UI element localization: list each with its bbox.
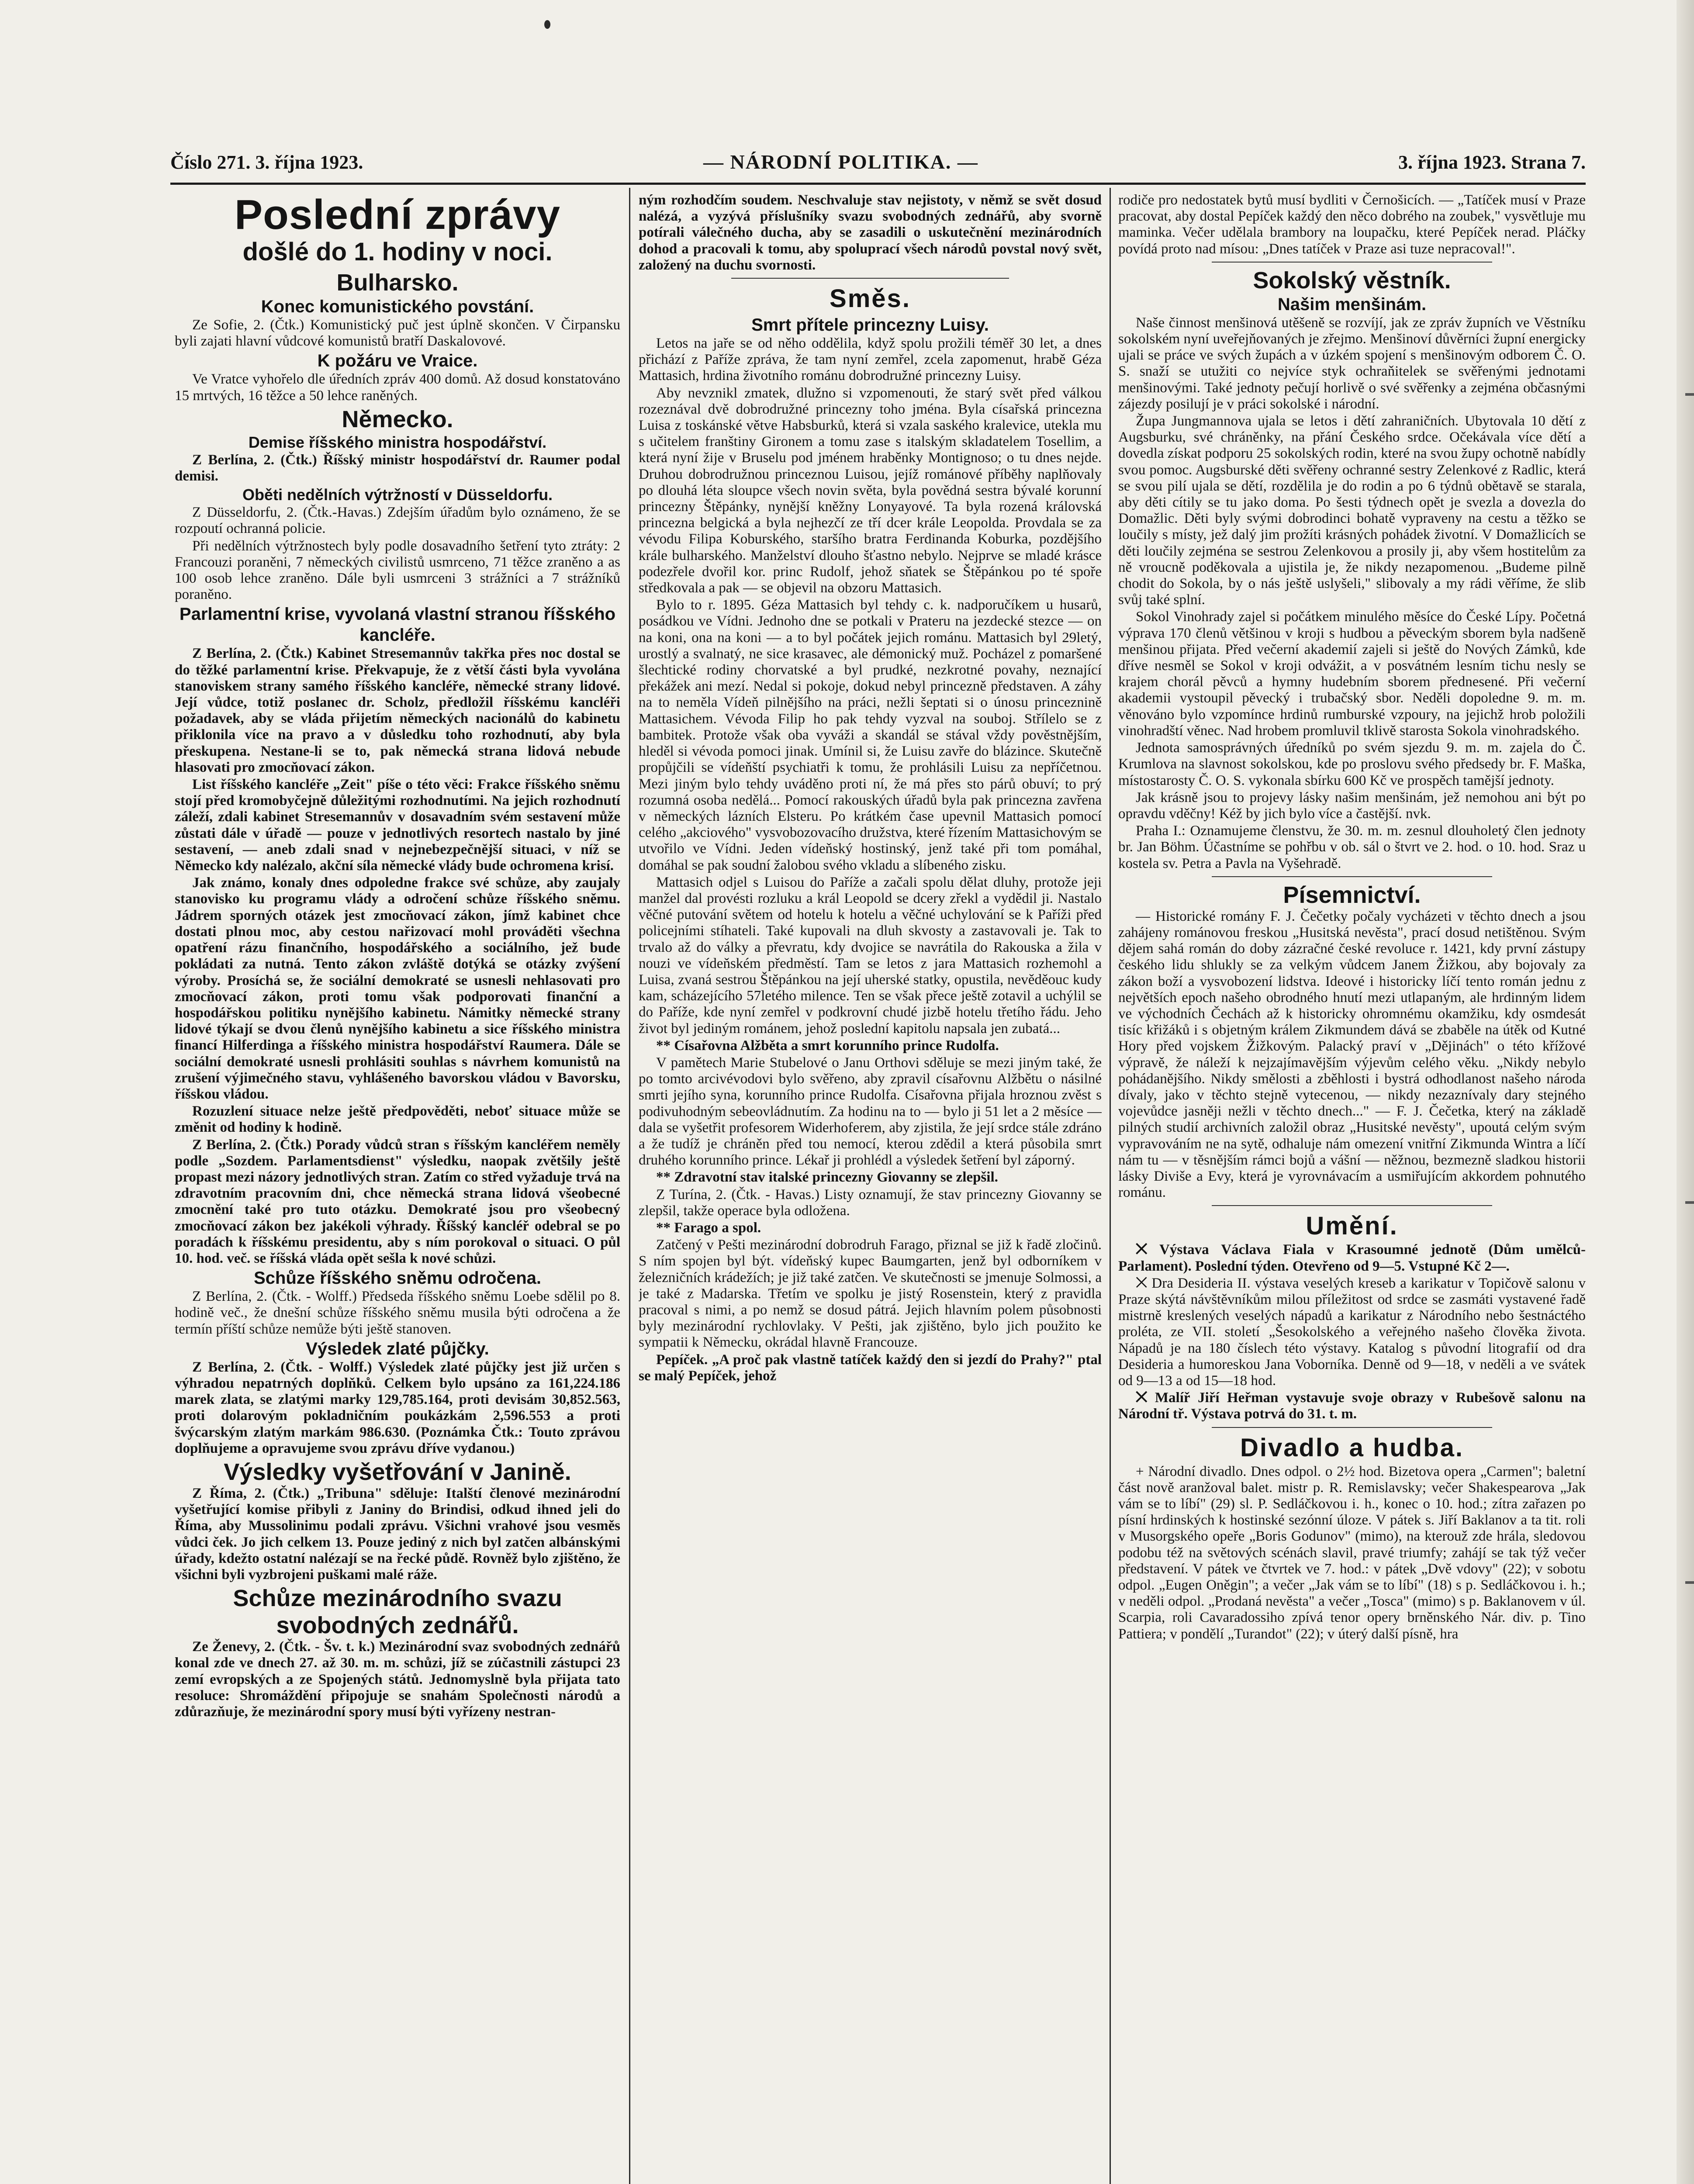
article-text: Z Berlína, 2. (Čtk. - Wolff.) Výsledek zlaté půjčky jest již určen s výhradou nepatrných doplňků. Celkem bylo upsáno za 161,224.186 marek zlata, se zlatými marky 129,785.164, proti devisám 30,852.563, proti dolarovým pokladničním poukázkám 2,596.553 a proti švýcarským zlatým markám 986.630. (Poznámka Čtk.: Touto zprávou doplňujeme a opravujeme svou zprávu dříve vydanou.) <box>175 1359 620 1456</box>
issue-number: Číslo 271. 3. října 1923. <box>170 152 363 173</box>
article-text: List říšského kancléře „Zeit" píše o této věci: Frakce říšského sněmu stojí před kromobyčejně důležitými rozhodnutími. Na jejich rozhodnutí záleží, zdali kabinet Stresemannův v dosavadním svém sestavení může zůstati dále v úřadě — pouze v jednotlivých resortech nastalo by jiné sestavení, — aneb zdali snad v nejnebezpečnější situaci, v níž se Německo kdy nalézalo, akční síla německé vlády bude ochromena krisí. <box>175 777 620 874</box>
section-title: Poslední zprávy <box>235 192 560 238</box>
article-heading: Našim menšinám. <box>1277 294 1427 314</box>
article-text: Naše činnost menšinová utěšeně se rozvíjí, jak ze zpráv župních ve Věstníku sokolském nyní uveřejňovaných je zřejmo. Menšinoví důvěrníci župní energicky ujali se práce ve svých župách a v úzkém spojení s menšinovým odborem Č. O. S. snaží se utužiti co nejvíce styk ochraňitelek se svěřenými jednotami menšinovými. Také jednoty pečují horlivě o své svěřenky a zejména občasnými zájezdy posilují je v práci sokolské i národní. <box>1118 314 1586 412</box>
column-divider <box>1110 188 1111 2184</box>
article-heading: Konec komunistického povstání. <box>261 297 534 316</box>
masthead-title: — NÁRODNÍ POLITIKA. — <box>703 151 978 173</box>
article-text: + Národní divadlo. Dnes odpol. o 2½ hod. Bizetova opera „Carmen"; baletní část nově aranžoval balet. mistr p. R. Remislavsky; večer Shakespearova „Jak vám se to líbí" (29) sl. P. Sedláčkovou i. h., konec o 10. hod.; zítra zařazen po písní hrdinských k hostinské sezónní úloze. V pátek s. Jiří Baklanov a ta tit. roli v Musorgského opeře „Boris Godunov" (mimo), na kterouž zde hrála, sledovou podobu též na světových scénách slavil, pravé triumfy; zahájí se tak týž večer představení. V pátek ve čtvrtek ve 7. hod.: v pátek „Dvě vdovy" (22); v sobotu odpol. „Eugen Oněgin"; a večer „Jak vám se to líbí" (18) s p. Sedláčkovou i. h.; v neděli odpol. „Prodaná nevěsta" a večer „Tosca" (mimo) s p. Baklanovem v úl. Scarpia, roli Cavaradossiho zpívá tenor opery brněnského Nár. div. p. Tino Pattiera; v pondělí „Turandot" (22); v úterý další písně, hra <box>1118 1463 1586 1642</box>
article-text: ným rozhodčím soudem. Neschvaluje stav nejistoty, v němž se svět dosud nalézá, a vyzývá příslušníky svazu svobodných zednářů, aby svorně potírali válečného ducha, aby se zasadili o uskutečnění mezinárodních dohod a pracovali k tomu, aby spoluprací všech národů povstal nový svět, založený na duchu svornosti. <box>639 192 1102 273</box>
separator-rule <box>1212 1205 1492 1206</box>
article-text: Letos na jaře se od něho oddělila, když spolu prožili téměř 30 let, a dnes přichází z Paříže zpráva, že tam nyní zemřel, zcela zapomenut, hrabě Géza Mattasich, hrdina životního románu dobrodružné princezny Luisy. <box>639 335 1102 384</box>
edge-mark <box>1685 1581 1694 1584</box>
edge-mark <box>1685 393 1694 396</box>
article-text: rodiče pro nedostatek bytů musí bydliti v Černošicích. — „Tatíček musí v Praze pracovat, aby dostal Pepíček každý den něco dobrého na zoubek," vysvětluje mu maminka. Večer udělala brambory na loupačku, které Pepíček nerad. Pláčky povídá proto nad mísou: „Dnes tatíček v Praze asi tuze nepracoval!". <box>1118 192 1586 257</box>
article-heading: Výsledky vyšetřování v Janině. <box>224 1458 571 1485</box>
country-heading: Bulharsko. <box>336 270 459 296</box>
edge-mark <box>1685 1201 1694 1204</box>
scan-edge <box>1677 0 1694 2184</box>
article-heading: Výsledek zlaté půjčky. <box>306 1339 489 1358</box>
article-text: Z Düsseldorfu, 2. (Čtk.-Havas.) Zdejším úřadům bylo oznámeno, že se rozpoutí ochranná policie. <box>175 505 620 537</box>
article-heading: Parlamentní krise, vyvolaná vlastní stranou říšského kancléře. <box>179 605 616 645</box>
article-text: — Historické romány F. J. Čečetky počaly vycházeti v těchto dnech a jsou zahájeny románovou freskou „Husitská nevěsta", prací dosud netištěnou. Svým dějem sahá román do doby zázračné české revoluce r. 1421, kdy první zástupy českého lidu shlukly se za velkým vůdcem Janem Žižkou, aby bojovaly za zákon boží a vysvobození lidstva. Ideové i historicky líčí tento román jednu z největších epoch našeho obrodného hnutí mezi utlapaným, ale hrdinným lidem ve východních Čechách až k historicky ohromnému okamžiku, kdy osmdesát tisíc křižáků i s objetným králem Zikmundem dává se zbaběle na útěk od Kutné Hory před vojskem Žižkovým. Palacký praví v „Dějinách" o této křížové výpravě, že náleží k nejzajímavějším výjevům celého věku. „Nikdy nebylo pohádanějšího. Nikdy smělosti a zběhlosti i bystrá odhodlanost našeho národa dívaly, jako v těchto stejně vytecenou, — nikdy nezaznívaly dary stejného vojevůdce jasněji nežli v těchto dnech..." — F. J. Čečetka, který na základě pilných studií archivních založil obraz „Husitské nevěsty", upoutá celým svým vypravováním ne na sytě, odhaluje nám omezení vnitřní Zikmunda Wintra a líčí nám tu — v těsnějším rámci bojů a vášní — něžnou, bezmezně sladkou historii lásky Diviše a Evy, která je vyrovnávacím a usmiřujícím akkordem pohnutého románu. <box>1118 908 1586 1201</box>
article-text: Z Berlína, 2. (Čtk.) Říšský ministr hospodářství dr. Raumer podal demisi. <box>175 452 620 484</box>
article-text: ⨉ Malíř Jiří Heřman vystavuje svoje obrazy v Rubešově salonu na Národní tř. Výstava potrvá do 31. t. m. <box>1118 1390 1586 1422</box>
article-text: Sokol Vinohrady zajel si počátkem minulého měsíce do České Lípy. Početná výprava 170 členů většinou v kroji s hudbou a pěveckým sborem byla nadšeně menšinou přijata. Před večerní akademií zajeli si ještě do Nových Zámků, kde dříve nesměl se Sokol v kroji odvážit, a v posvátném lesním tichu nesly se krajem chorál pěvců a hymny hudebním sborem přednesené. Při večerní akademii vystoupil pěvecký i trubačský sbor. Neděli dopoledne 9. m. m. věnováno bylo vzpomínce hrdinů rumburské vzpoury, na jejichž hrob položili vinohradští věnec. Nad hrobem promluvil tklivě starosta Sokola vinohradského. <box>1118 609 1586 739</box>
article-text: Jednota samosprávných úředníků po svém sjezdu 9. m. m. zajela do Č. Krumlova na slavnost sokolskou, kde po proslovu svého předsedy br. F. Maška, místostarosty Č. O. S. vykonala sbírku 600 Kč ve prospěch tamější jednoty. <box>1118 740 1586 788</box>
article-text: ⨉ Dra Desideria II. výstava veselých kreseb a karikatur v Topičově salonu v Praze skýtá návštěvníkům milou příležitost od srdce se zasmáti vystavené řadě mistrně kreslených veselých nápadů a karikatur z Národního nebo šestnáctého proléta, ze VII. století „Šesokolského a veřejného našeho člověka života. Nápadů je na 180 číslech této výstavy. Katalog s původní litografií od dra Desideria a humoreskou Jana Voborníka. Denně od 9—18, v neděli a ve svátek od 9—13 a od 15—18 hod. <box>1118 1275 1586 1389</box>
article-text: ⨉ Výstava Václava Fiala v Krasoumné jednotě (Dům umělců-Parlament). Poslední týden. Otevřeno od 9—5. Vstupné Kč 2—. <box>1118 1242 1586 1274</box>
section-subtitle: došlé do 1. hodiny v noci. <box>242 238 553 266</box>
article-text: Ze Sofie, 2. (Čtk.) Komunistický puč jest úplně skončen. V Čirpansku byli zajati hlavní vůdcové komunistů bratří Daskalovové. <box>175 317 620 349</box>
separator-rule <box>1212 1427 1492 1428</box>
section-title: Sokolský věstník. <box>1253 267 1451 294</box>
article-text: Z Turína, 2. (Čtk. - Havas.) Listy oznamují, že stav princezny Giovanny se zlepšil, takže operace byla odložena. <box>639 1186 1102 1219</box>
article-text: Z Berlína, 2. (Čtk. - Wolff.) Předseda říšského sněmu Loebe sdělil po 8. hodině več., že dnešní schůze říšského sněmu musila býti odročena a že termín příští schůze nemůže býti ještě stanoven. <box>175 1289 620 1337</box>
article-text: Rozuzlení situace nelze ještě předpověděti, neboť situace může se změnit od hodiny k hodině. <box>175 1103 620 1136</box>
section-title: Písemnictví. <box>1283 881 1421 908</box>
article-heading: Demise říšského ministra hospodářství. <box>248 433 547 451</box>
article-text: Pepíček. „A proč pak vlastně tatíček každý den si jezdí do Prahy?" ptal se malý Pepíček, jehož <box>639 1351 1102 1384</box>
section-title: Umění. <box>1306 1212 1398 1241</box>
article-text: Z Berlína, 2. (Čtk.) Porady vůdců stran s říšským kancléřem neměly podle „Sozdem. Parlamentsdienst" výsledku, naopak zvětšily ještě propast mezi názory jednotlivých stran. Zatím co střed vyžaduje trvá na zdravotním pracovním dni, chce německá strana lidová všeobecné zmocnění také pro tuto otázku. Demokraté jsou pro všeobecný zmocňovací zákon bez jakékoli výhrady. Říšský kancléř odebral se po poradách k říšskému presidentu, aby s ním porokoval o situaci. O půl 10. hod. več. se říšská vláda opět sešla k nové schůzi. <box>175 1137 620 1266</box>
article-text: Mattasich odjel s Luisou do Paříže a začali spolu dělat dluhy, protože jeji manžel dal provésti rozluku a král Leopold se dcery zřekl a vydědil ji. Nastalo věčné putování světem od hotelu k hotelu a věčné uchylování se k Paříži před policejními stíhateli. Také kupovali na dluh skvosty a zastavovali je. Tak to trvalo až do války a převratu, kdy dvojice se navrátila do Rakouska a žila v nouzi ve vídeňském předměstí. Tam se letos z jara Mattasich rozhemohl a Luisa, zvaná sestrou Štěpánkou na její uherské statky, opustila, nevěděouc kudy kam, scházejícího 57letého milence. Ten se však přece ještě zotavil a uchýlil se do Paříže, kde nyní zemřel v podkrovní chudé jizbě hotelu třetího řádu. Jeho život byl jediným románem, jehož poslední kapitolu napsala jen zubatá... <box>639 874 1102 1037</box>
article-text: Jak krásně jsou to projevy lásky našim menšinám, jež nemohou ani být po opravdu vděčny! Kéž by jich bylo více a častější. nvk. <box>1118 789 1586 822</box>
article-text: Ve Vratce vyhořelo dle úředních zpráv 400 domů. Až dosud konstatováno 15 mrtvých, 16 těžce a 50 lehce raněných. <box>175 371 620 404</box>
article-text: Aby nevznikl zmatek, dlužno si vzpomenouti, že starý svět před válkou rozeznával dvě dobrodružné princezny toho jména. Byla císařská princezna Luisa z toskánské větve Habsburků, která si vzala saského kralevice, utekla mu s učitelem franštiny Gironem a tomu zase s italským skladatelem Tosellim, a která nyní žije v Bruselu pod jménem hraběnky Montignoso; o tu dnes nejde. Druhou dobrodružnou princeznou Luisou, jejíž románové příběhy naplňovaly po dlouhá léta sloupce všech novin světa, byla povědná sestra bývalé korunní princezny Štěpánky, nynější kněžny Lonyayové. Ta byla rozená královská princezna belgická a byla nejhezčí ze tří dcer krále Leopolda. Provdala se za vévodu Filipa Koburského, staršího bratra Ferdinanda Koburka, pozdějšího krále bulharského. Manželství dlouho šťastno nebylo. Nejprve se mladé krásce podezřele dvořil kor. princ Rudolf, jehož sňatek se Štěpánkou po té spoře středkovala a pak — se objevil na obzoru Mattasich. <box>639 385 1102 596</box>
page-header <box>170 148 1586 178</box>
article-lead: ** Zdravotní stav italské princezny Giovanny se zlepšil. <box>656 1169 998 1185</box>
article-text: Župa Jungmannova ujala se letos i dětí zahraničních. Ubytovala 10 dětí z Augsburku, své chráněnky, na přání Českého srdce. Očekávala více dětí a dovedla získat podporu 25 sokolských rodin, které na svou župy ochotně nabídly svou pomoc. Augsburské děti svěřeny ochranné sestry Zelenkové z Radlic, která se svou pilí ujala se dětí, rozdělila je do rodin a po 6 týdnů obětavě se starala, aby děti cítily se tu jako doma. Po šesti týdnech opět je svezla a dovezla do Domažlic. Děti byly svými dobrodinci bohatě vypraveny na cestu a těžko se loučily s místy, jež dalý jim prožíti krásných pohádek životní. V Domažlicích se děti loučily zejména se sestrou Zelenkovou a prosily ji, aby všem hostitelům za ně vroucně poděkovala a ujistila je, že nikdy nezapomenou. „Budeme pilně chodit do Sokola, by o nás ještě uslyšeli," slibovaly a my rádi věříme, že slib svůj také splní. <box>1118 413 1586 608</box>
article-text: V pamětech Marie Stubelové o Janu Orthovi sděluje se mezi jiným také, že po tomto arcivévodovi bylo svěřeno, aby zpravil císařovnu Alžbětu o násilné smrti jejího syna, korunního prince Rudolfa. Císařovna přijala hroznou zvěst s podivuhodným sebeovládnutím. Za hodinu na to — bylo ji 51 let a 2 měsíce — dala se vyšetřit profesorem Widerhoferem, aby zjistila, že její srdce stále zdráno a že tudíž je chráněn před tou nemocí, kterou zdědil a která působila smrt druhého korunního prince. Lékař ji prohlédl a výsledek šetření byl záporný. <box>639 1054 1102 1168</box>
article-text: Z Berlína, 2. (Čtk.) Kabinet Stresemannův takřka přes noc dostal se do těžké parlamentní krise. Překvapuje, že z větší části byla vyvolána stanoviskem strany samého říšského kancléře, německé strany lidové. Její vůdce, totiž poslanec dr. Scholz, předložil říšskému kancléři požadavek, aby se vláda přijetím německých nacionálů do kabinetu přiklonila více na pravo a v důsledku toho rozhodnutí, aby byla přeskupena. Nestane-li se to, pak německá strana lidová nebude hlasovati pro zmocňovací zákon. <box>175 646 620 775</box>
article-text: Ze Ženevy, 2. (Čtk. - Šv. t. k.) Mezinárodní svaz svobodných zednářů konal zde ve dnech 27. až 30. m. m. schůzi, jíž se zúčastnili zástupci 23 zemí evropských a ze Spojených států. Jednomyslně byla přijata tato resoluce: Shromáždění připojuje se snahám Společnosti národů a zdůrazňuje, že mezinárodní spory musí býti vyřízeny nestran- <box>175 1639 620 1720</box>
section-title: Směs. <box>830 284 911 313</box>
column-culture <box>1118 192 1586 2184</box>
country-heading: Německo. <box>342 406 453 432</box>
separator-rule <box>1212 876 1492 877</box>
article-heading: Smrt přítele princezny Luisy. <box>751 315 989 335</box>
date-page: 3. října 1923. Strana 7. <box>1398 152 1586 173</box>
column-divider <box>629 188 630 2184</box>
article-heading: Oběti nedělních výtržností v Düsseldorfu. <box>242 486 553 504</box>
binding-hole <box>544 20 550 29</box>
article-text: Při nedělních výtržnostech byly podle dosavadního šetření tyto ztráty: 2 Francouzi poraněni, 7 německých civilistů usmrceno, 71 těžce zraněno a as 100 osob lehce zraněno. Dále byli usmrceni 3 strážníci a 7 strážníků poraněno. <box>175 538 620 603</box>
column-latest-news <box>175 192 620 2184</box>
separator-rule <box>731 278 1009 279</box>
article-text: Zatčený v Pešti mezinárodní dobrodruh Farago, přiznal se již k řadě zločinů. S ním spojen byl být. vídeňský kupec Baumgarten, jenž byl odborníkem v železničních krádežích; je již také zatčen. Ve skutečnosti se jmenuje Solmossi, a je také z Madarska. Třetím ve spolku je jistý Rosenstein, který z pravidla pracoval s nimi, a po nemž se dosud pátrá. Jejich hlavním polem působnosti byly mezinárodní rychlovlaky. V Pešti, jak zjištěno, bylo jich použito ke sympatii k Německu, okrádal hlavně Francouze. <box>639 1237 1102 1351</box>
article-text: Bylo to r. 1895. Géza Mattasich byl tehdy c. k. nadporučíkem u husarů, posádkou ve Vídni. Jednoho dne se potkali v Prateru na jezdecké stezce — on na koni, ona na koni — a to byl počátek jejich románu. Mattasich byl 29letý, urostlý a svalnatý, ne sice krasavec, ale démonický muž. Pocházel z pomaršené šlechtické rodiny chorvatské a byl prudké, nezkrotné povahy, neznající překážek ani mezí. Nedal si pokoje, dokud nebyl princezně představen. A záhy na to neměla Vídeň pilnějšího na práci, nežli šeptati si o únosu princeznině Mattasichem. Vévoda Filip ho pak tehdy vyzval na souboj. Střílelo se z bambitek. Protože však oba vyváži a skandál se stával vždy pověstnějším, hleděl si vévoda pomoci jinak. Umínil si, že Luisu zavře do blázince. Skutečně propůjčili se vídeňští psychiatři k tomu, že prohlásili Luisu za nepříčetnou. Mezi jiným bylo tehdy uváděno proti ní, že má přes sto párů obuví; to prý rozumná osoba nedělá... Pomocí rakouských úřadů byla pak princezna zavřena v německých lázních Elsteru. Po krátkém čase upevnil Mattasich pomocí celého „akciového" vysvobozovacího družstva, které řízením Mattasichovým se utvořilo ve Vídni. Jeden vídeňský hostinský, jenž také při tom pomáhal, domáhal se pak soudní žalobou svého vkladu a slíbeného zisku. <box>639 597 1102 873</box>
column-miscellany <box>639 192 1102 2184</box>
article-text: Z Říma, 2. (Čtk.) „Tribuna" sděluje: Italští členové mezinárodní vyšetřující komise přibyli z Janiny do Brindisi, odkud ihned jeli do Říma, aby Mussolinimu podali zprávu. Všichni vrahové jsou vesměs vůdci ček. Jo jich celkem 13. Pouze jediný z nich byl zatčen albánskými úřady, kdežto ostatní nalézají se na řecké půdě. Rovněž bylo zjištěno, že všichni byli vyzbrojeni puškami malé ráže. <box>175 1485 620 1583</box>
article-lead: ** Císařovna Alžběta a smrt korunního prince Rudolfa. <box>656 1037 999 1054</box>
separator-rule <box>1212 262 1492 263</box>
article-heading: Schůze mezinárodního svazu svobodných zednářů. <box>233 1585 562 1639</box>
article-text: Praha I.: Oznamujeme členstvu, že 30. m. m. zesnul dlouholetý člen jednoty br. Jan Böhm. Účastníme se pohřbu v ob. sál o štvrt ve 2. hod. o 10. hod. Sraz u kostela sv. Petra a Pavla na Vyšehradě. <box>1118 823 1586 871</box>
article-heading: K požáru ve Vraice. <box>317 351 478 371</box>
article-heading: Schůze říšského sněmu odročena. <box>254 1268 541 1288</box>
article-text: Jak známo, konaly dnes odpoledne frakce své schůze, aby zaujaly stanovisko ku programu vlády a odročení schůze říšského sněmu. Jádrem sporných otázek jest zmocňovací zákon, jímž kabinet chce dostati plnou moc, aby cestou nařizovací mohl prováděti všechna opatření rázu finančního, hospodářského a sociálního, jež bude pokládati za nutná. Tento zákon zvláště dotýká se otázky zvýšení výroby. Prosíchá se, že sociální demokraté se usnesli nehlasovati pro zmocňovací zákon, proti tomu však podporovati finanční a hospodářskou politiku nynějšího kabinetu. Námitky německé strany lidové týkají se dvou členů nynějšího kabinetu a sice říšského ministra financí Hilferdinga a říšského ministra hospodářství Raumera. Dále se sociální demokraté usnesli prohlásiti souhlas s návrhem komunistů na zrušení výjimečného stavu, vyhlášeného bavorskou vládou v Bavorsku, říšskou vládou. <box>175 875 620 1102</box>
article-lead: ** Farago a spol. <box>656 1220 761 1236</box>
header-rule <box>170 183 1586 185</box>
section-title: Divadlo a hudba. <box>1240 1433 1464 1462</box>
